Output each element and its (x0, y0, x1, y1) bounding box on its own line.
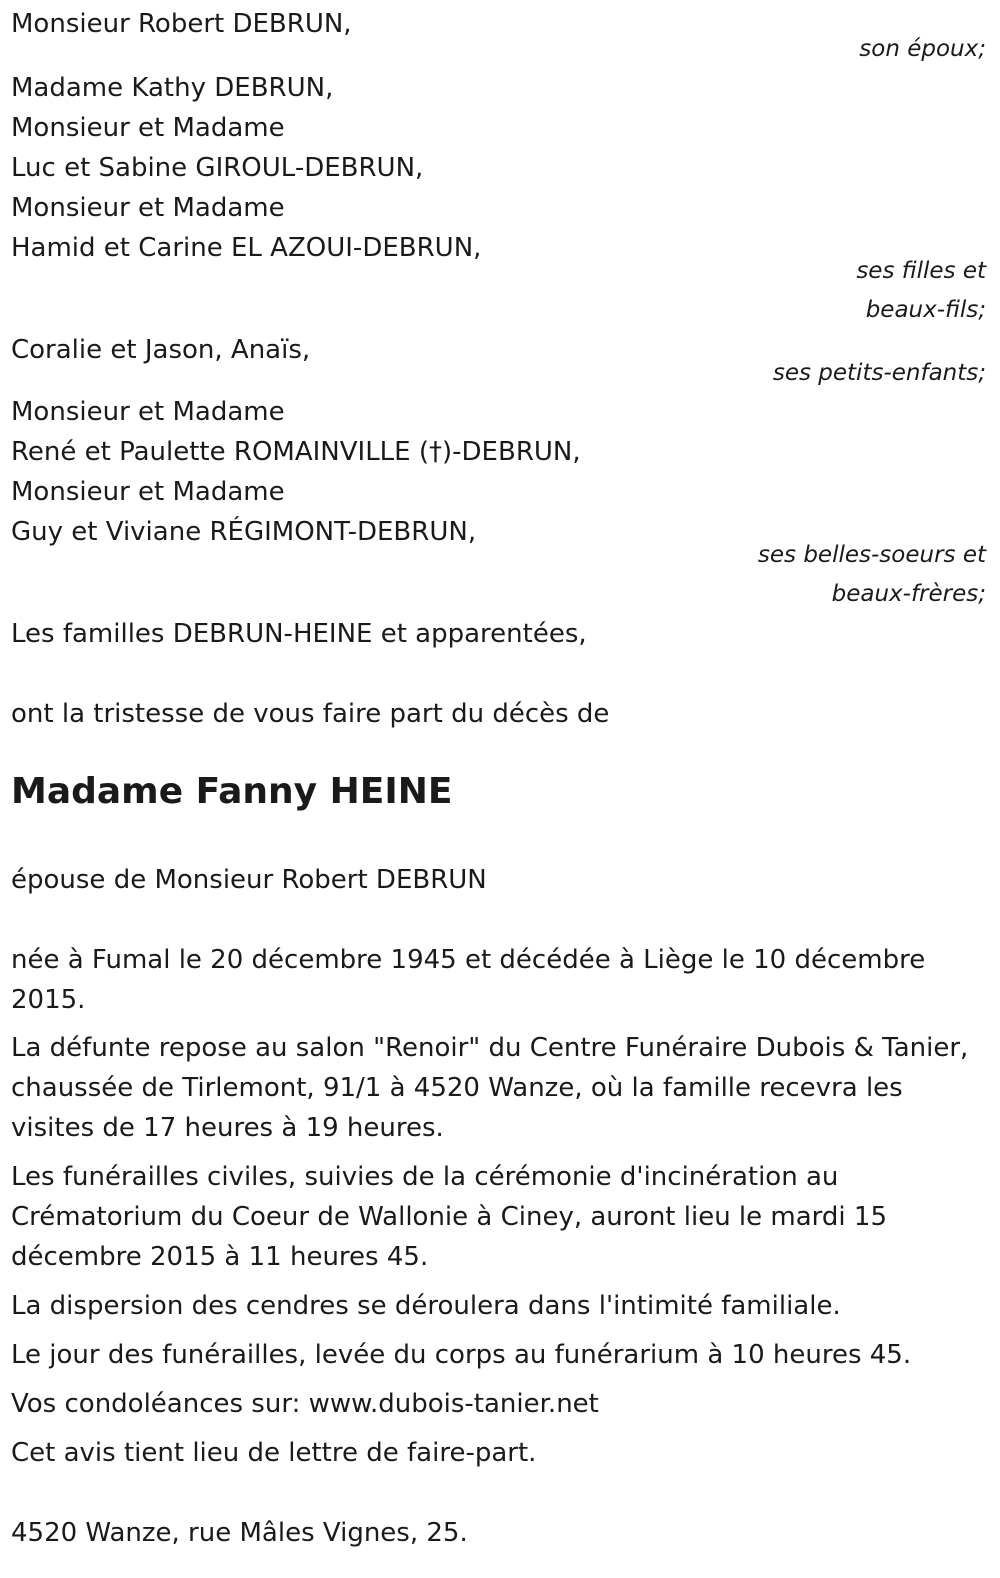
in-laws-role: beaux-frères; (831, 581, 986, 607)
announcement-text: ont la tristesse de vous faire part du décès de (11, 699, 610, 729)
spouse-of-text: épouse de Monsieur Robert DEBRUN (11, 865, 487, 895)
grandchildren-line: Coralie et Jason, Anaïs, (11, 335, 311, 365)
notice-paragraph: Cet avis tient lieu de lettre de faire-part. (11, 1438, 537, 1468)
child-line: Luc et Sabine GIROUL-DEBRUN, (11, 153, 424, 183)
grandchildren-role: ses petits-enfants; (772, 360, 986, 386)
deceased-name: Madame Fanny HEINE (11, 771, 453, 812)
visitation-paragraph: La défunte repose au salon "Renoir" du Centre Funéraire Dubois & Tanier, chaussée de Tirlemont, 91/1 à 4520 Wanze, où la famille recevra les visites de 17 heures à 19 heures. (11, 1033, 969, 1143)
spouse-line: Monsieur Robert DEBRUN, (11, 9, 352, 39)
procession-paragraph: Le jour des funérailles, levée du corps au funérarium à 10 heures 45. (11, 1340, 912, 1370)
funeral-paragraph: Les funérailles civiles, suivies de la cérémonie d'incinération au Crématorium du Coeur de Wallonie à Ciney, auront lieu le mardi 15 décembre 2015 à 11 heures 45. (11, 1162, 887, 1272)
children-role: beaux-fils; (865, 297, 986, 323)
in-law-line: Monsieur et Madame (11, 477, 285, 507)
ashes-paragraph: La dispersion des cendres se déroulera dans l'intimité familiale. (11, 1291, 841, 1321)
in-law-line: Guy et Viviane RÉGIMONT-DEBRUN, (11, 517, 477, 547)
obituary-notice (11, 0, 986, 1578)
in-law-line: René et Paulette ROMAINVILLE (†)-DEBRUN, (11, 437, 581, 467)
in-law-line: Monsieur et Madame (11, 397, 285, 427)
children-role: ses filles et (856, 258, 986, 284)
birth-death-paragraph: née à Fumal le 20 décembre 1945 et décédée à Liège le 10 décembre 2015. (11, 945, 926, 1015)
child-line: Monsieur et Madame (11, 193, 285, 223)
child-line: Hamid et Carine EL AZOUI-DEBRUN, (11, 233, 482, 263)
child-line: Monsieur et Madame (11, 113, 285, 143)
condolences-paragraph: Vos condoléances sur: www.dubois-tanier.net (11, 1389, 599, 1419)
child-line: Madame Kathy DEBRUN, (11, 73, 334, 103)
spouse-role: son époux; (859, 36, 986, 62)
families-line: Les familles DEBRUN-HEINE et apparentées, (11, 619, 587, 649)
address-text: 4520 Wanze, rue Mâles Vignes, 25. (11, 1518, 468, 1548)
in-laws-role: ses belles-soeurs et (757, 542, 986, 568)
